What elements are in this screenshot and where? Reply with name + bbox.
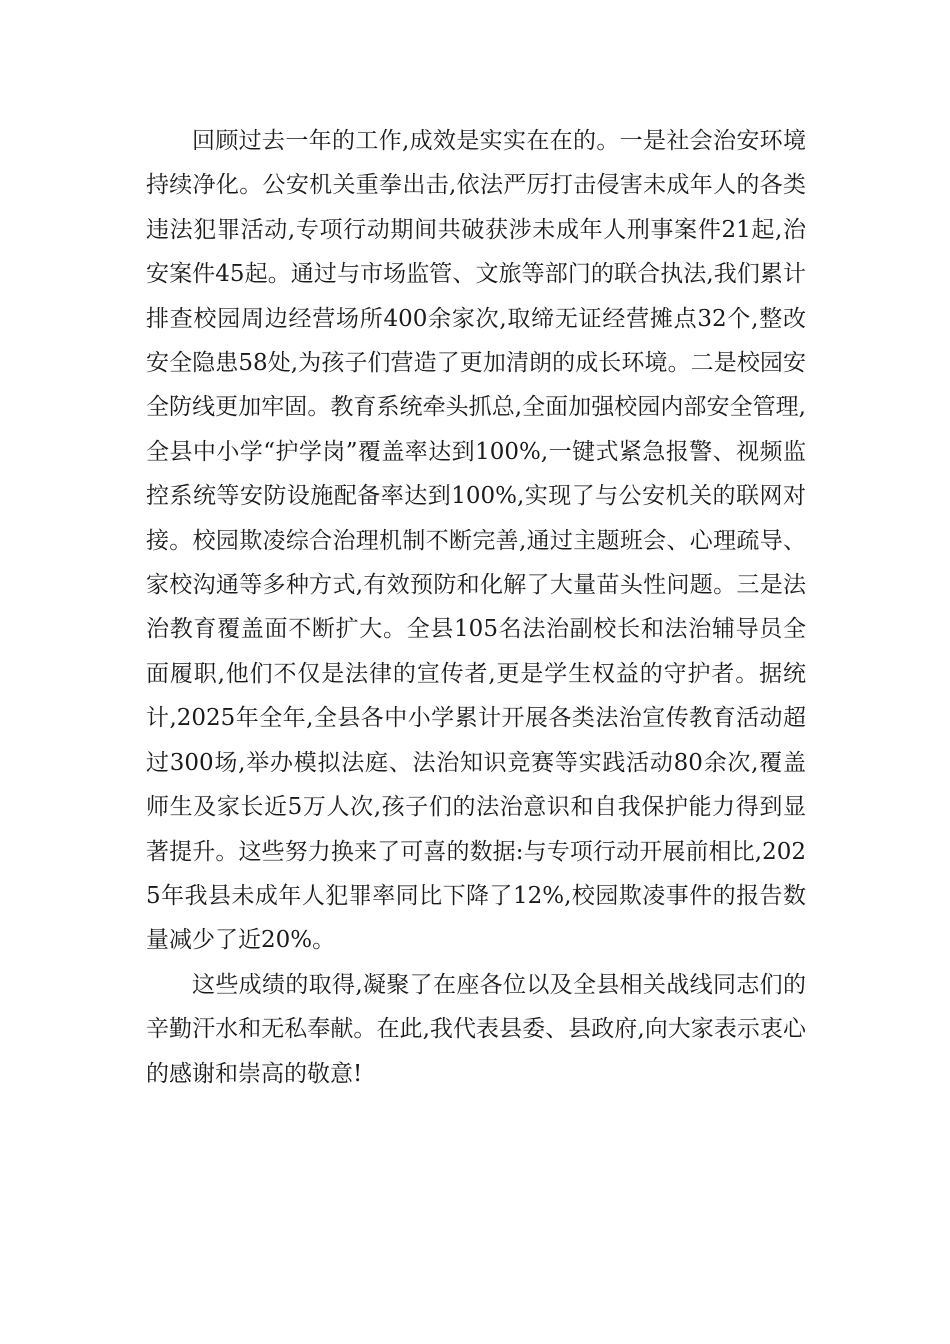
paragraph-achievements: 回顾过去一年的工作,成效是实实在在的。一是社会治安环境持续净化。公安机关重拳出击,依法严厉打击侵害未成年人的各类违法犯罪活动,专项行动期间共破获涉未成年人刑事案件21起,治安案件45起。通过与市场监管、文旅等部门的联合执法,我们累计排查校园周边经营场所400余家次,取缔无证经营摊点32个,整改安全隐患58处,为孩子们营造了更加清朗的成长环境。二是校园安全防线更加牢固。教育系统牵头抓总,全面加强校园内部安全管理,全县中小学“护学岗”覆盖率达到100%,一键式紧急报警、视频监控系统等安防设施配备率达到100%,实现了与公安机关的联网对接。校园欺凌综合治理机制不断完善,通过主题班会、心理疏导、家校沟通等多种方式,有效预防和化解了大量苗头性问题。三是法治教育覆盖面不断扩大。全县105名法治副校长和法治辅导员全面履职,他们不仅是法律的宣传者,更是学生权益的守护者。据统计,2025年全年,全县各中小学累计开展各类法治宣传教育活动超过300场,举办模拟法庭、法治知识竞赛等实践活动80余次,覆盖师生及家长近5万人次,孩子们的法治意识和自我保护能力得到显著提升。这些努力换来了可喜的数据:与专项行动开展前相比,2025年我县未成年人犯罪率同比下降了12%,校园欺凌事件的报告数量减少了近20%。 bbox=[146, 128, 806, 954]
document-body bbox=[146, 119, 806, 1096]
paragraph-thanks: 这些成绩的取得,凝聚了在座各位以及全县相关战线同志们的辛勤汗水和无私奉献。在此,我代表县委、县政府,向大家表示衷心的感谢和崇高的敬意! bbox=[146, 971, 806, 1087]
